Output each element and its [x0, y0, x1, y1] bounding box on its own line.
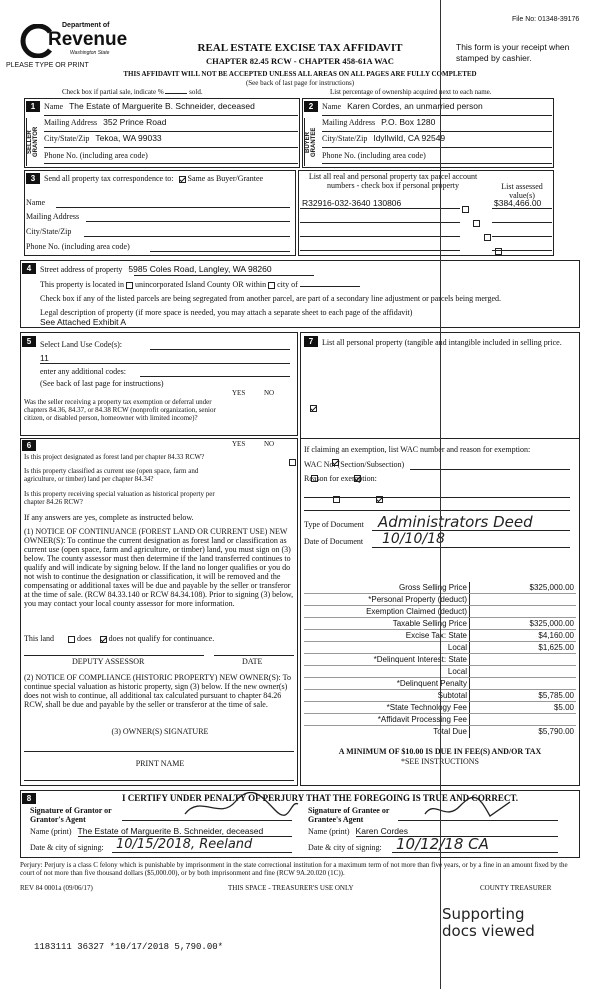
receipt-note: This form is your receipt when stamped by cashier.: [456, 42, 570, 63]
this-land-label: This land: [24, 634, 54, 643]
seller-name-label: Name: [44, 102, 64, 111]
price-row-value[interactable]: $4,160.00: [538, 631, 574, 640]
grantor-printed-name[interactable]: The Estate of Marguerite B. Schneider, deceased: [77, 826, 264, 836]
county-treasurer-label: COUNTY TREASURER: [480, 884, 552, 892]
doc-date-value[interactable]: 10/10/18: [382, 531, 445, 547]
location-row: [40, 280, 360, 289]
minimum-fee-note: A MINIMUM OF $10.00 IS DUE IN FEE(S) AND/OR TAX: [338, 747, 542, 756]
corr-city-field[interactable]: [84, 236, 290, 237]
price-row-label: *State Technology Fee: [304, 702, 470, 713]
sec6-no-header: NO: [264, 440, 275, 448]
price-row-value[interactable]: $325,000.00: [529, 619, 574, 628]
assessed-header: List assessed value(s): [501, 182, 543, 200]
certify-statement: I CERTIFY UNDER PENALTY OF PERJURY THAT THE FOREGOING IS TRUE AND CORRECT.: [121, 793, 518, 803]
grantor-name-row: [30, 827, 263, 836]
grantee-name-row: [308, 827, 408, 836]
see-instructions: *SEE INSTRUCTIONS: [400, 757, 479, 766]
price-row-label: *Personal Property (deduct): [304, 594, 470, 605]
price-row-label: Gross Selling Price: [304, 582, 470, 593]
deputy-date-line[interactable]: [214, 655, 294, 656]
forest-yes-checkbox[interactable]: [289, 459, 296, 466]
seller-phone-label: Phone No. (including area code): [44, 151, 148, 160]
price-row-value[interactable]: $1,625.00: [538, 643, 574, 652]
price-row-value[interactable]: [470, 594, 576, 605]
price-row-label: *Delinquent Interest: State: [304, 654, 470, 665]
section-4-badge: 4: [22, 263, 36, 274]
sec5-yes-header: YES: [232, 389, 246, 397]
price-row-label: Total Due: [304, 726, 470, 738]
buyer-city-label: City/State/Zip: [322, 134, 368, 143]
partial-sale-pct-field[interactable]: [165, 93, 187, 94]
buyer-address-label: Mailing Address: [322, 118, 376, 127]
partial-sale-label: Check box if partial sale, indicate %: [62, 88, 164, 96]
same-as-buyer-checkbox[interactable]: [179, 176, 186, 183]
section-2-badge: 2: [304, 101, 318, 112]
personal-property-label: List all personal property (tangible and intangible included in selling price.: [322, 338, 562, 347]
price-row-label: Taxable Selling Price: [304, 618, 470, 629]
deputy-assessor-label: DEPUTY ASSESSOR: [72, 657, 145, 666]
corr-name-field[interactable]: [56, 207, 290, 208]
revenue-logo: [20, 18, 130, 64]
fold-line: [440, 0, 441, 989]
buyer-address[interactable]: P.O. Box 1280: [381, 117, 436, 127]
if-yes-note: If any answers are yes, complete as instructed below.: [24, 513, 194, 522]
doc-type-label: Type of Document: [304, 520, 364, 529]
section-3-badge: 3: [26, 173, 40, 184]
agency-state: Washington State: [70, 50, 110, 56]
buyer-name[interactable]: Karen Cordes, an unmarried person: [347, 101, 483, 111]
corr-city-label: City/State/Zip: [26, 227, 72, 236]
exemption-claim-label: If claiming an exemption, list WAC number and reason for exemption:: [304, 445, 531, 454]
unincorporated-checkbox[interactable]: [126, 282, 133, 289]
buyer-phone-label: Phone No. (including area code): [322, 151, 426, 160]
legal-desc-label: Legal description of property (if more space is needed, you may attach a separate sheet to each page of the affidavit): [40, 308, 413, 317]
continuance-notice: (1) NOTICE OF CONTINUANCE (FOREST LAND OR CURRENT USE) NEW OWNER(S): To continue the current designation as forest land or classification as current use (open space, farm and agriculture, or timber) land, you must sign on (3) below. The county assessor must then determine if the land transferred continues to qualify and will indicate by signing below. If the land no longer qualifies or you do not wish to continue the designation or classification, it will be removed and the compensating or additional taxes will be due and payable by the seller or transferor at the time of sale. (RCW 84.33.140 or RCW 84.34.108). Prior to signing (3) below, you may contact your local county assessor for more information.: [24, 527, 294, 608]
partial-sale-row: [62, 88, 203, 96]
grantee-printed-name[interactable]: Karen Cordes: [355, 826, 408, 836]
form-subtitle: CHAPTER 82.45 RCW - CHAPTER 458-61A WAC: [206, 56, 394, 66]
corr-name-label: Name: [26, 198, 46, 207]
see-back-note: (See back of last page for instructions): [245, 79, 355, 87]
seller-name-row: [44, 102, 298, 111]
parcel-number[interactable]: R32916-032-3640 130806: [302, 198, 402, 208]
seller-city-label: City/State/Zip: [44, 134, 90, 143]
wac-field[interactable]: [410, 469, 570, 470]
seller-city-row: [44, 134, 162, 143]
doc-type-value[interactable]: Administrators Deed: [378, 513, 533, 531]
section-1-badge: 1: [26, 101, 40, 112]
street-label: Street address of property: [40, 265, 123, 274]
historic-question: Is this property receiving special valuation as historical property per chapter 84.26 RCW?: [24, 490, 215, 506]
additional-codes-field[interactable]: [140, 376, 290, 377]
additional-codes-label: enter any additional codes:: [40, 367, 126, 376]
exemption-question: Was the seller receiving a property tax exemption or deferral under chapters 84.36, 84.37, or 84.38 RCW (nonprofit organization, senior citizen, or disabled person, homeowner with limited income)?: [24, 398, 216, 422]
price-row-value[interactable]: $5,790.00: [538, 727, 574, 736]
deputy-signature-line[interactable]: [24, 655, 204, 656]
section-8-badge: 8: [22, 793, 36, 804]
send-correspondence-label: Send all property tax correspondence to:: [44, 174, 174, 183]
please-type: PLEASE TYPE OR PRINT: [6, 62, 89, 69]
legal-desc-value[interactable]: See Attached Exhibit A: [40, 317, 127, 327]
section-7-badge: 7: [304, 336, 318, 347]
price-row-label: *Affidavit Processing Fee: [304, 714, 470, 725]
seller-side-label: SELLER GRANTOR: [26, 118, 38, 166]
historic-notice: (2) NOTICE OF COMPLIANCE (HISTORIC PROPERTY) NEW OWNER(S): To continue special valuation as historic property, sign (3) below. If the new owner(s) does not wish to continue, all additional tax calculated pursuant to chapter 84.26 RCW, shall be due and payable by the seller or transferor at the time of sale.: [24, 673, 291, 709]
wac-label: WAC No. (Section/Subsection): [304, 460, 405, 469]
seller-name[interactable]: The Estate of Marguerite B. Schneider, deceased: [69, 101, 255, 111]
parcel-list-header: List all real and personal property tax parcel account numbers - check box if personal property: [308, 172, 478, 190]
buyer-city-row: [322, 134, 445, 143]
warning-banner: THIS AFFIDAVIT WILL NOT BE ACCEPTED UNLESS ALL AREAS ON ALL PAGES ARE FULLY COMPLETED: [123, 70, 477, 78]
current-use-question: Is this property classified as current use (open space, farm and agriculture, or timber) land per chapter 84.34?: [24, 467, 199, 483]
seller-address-row: [44, 118, 166, 127]
same-as-buyer-label: Same as Buyer/Grantee: [187, 174, 264, 183]
supporting-docs-stamp: [442, 906, 535, 940]
does-checkbox[interactable]: [68, 636, 75, 643]
seller-city[interactable]: Tekoa, WA 99033: [95, 133, 162, 143]
city-of-field[interactable]: [300, 286, 360, 287]
price-row-value[interactable]: [470, 666, 576, 677]
personal-property-checkbox-2[interactable]: [473, 220, 480, 227]
perjury-notice: Perjury: Perjury is a class C felony which is punishable by imprisonment in the state correctional institution for a maximum term of not more than five years, or by a fine in an amount fixed by the court of not more than five thousand dollars ($5,000.00), or by both imprisonment and fine (RCW 9A.20.020 (1C)).: [20, 861, 568, 877]
street-row: [40, 265, 272, 274]
grantor-signature-scribble: [180, 792, 300, 822]
does-not-label: does not: [108, 634, 136, 643]
forest-question: Is this project designated as forest land per chapter 84.33 RCW?: [24, 453, 205, 461]
grantor-name-label: Name (print): [30, 827, 72, 836]
does-label: does: [77, 634, 92, 643]
personal-property-checkbox-1[interactable]: [462, 206, 469, 213]
sec6-yes-header: YES: [232, 440, 246, 448]
personal-property-checkbox-3[interactable]: [484, 234, 491, 241]
corr-phone-field[interactable]: [150, 251, 290, 252]
price-row-value[interactable]: [470, 714, 576, 725]
grantee-date-label: Date & city of signing:: [308, 843, 382, 852]
buyer-city[interactable]: Idyllwild, CA 92549: [373, 133, 446, 143]
price-row-label: *Delinquent Penalty: [304, 678, 470, 689]
sold-label: sold.: [189, 88, 203, 96]
section-6-badge: 6: [22, 440, 36, 451]
buyer-side-label: BUYER GRANTEE: [304, 118, 316, 166]
price-row-label: Local: [304, 642, 470, 653]
land-use-see-back: (See back of last page for instructions): [40, 379, 164, 388]
buyer-address-row: [322, 118, 435, 127]
price-row-label: Subtotal: [304, 690, 470, 701]
buyer-name-row: [322, 102, 483, 111]
form-title: REAL ESTATE EXCISE TAX AFFIDAVIT: [197, 42, 403, 54]
price-row-label: Excise Tax: State: [304, 630, 470, 641]
corr-address-label: Mailing Address: [26, 212, 80, 221]
price-row-value[interactable]: [470, 654, 576, 665]
send-correspondence-row: [44, 174, 263, 183]
stamp-line-2: docs viewed: [442, 922, 535, 940]
unincorporated-label: unincorporated Island County OR within: [134, 280, 267, 289]
price-row-label: Local: [304, 666, 470, 677]
segregated-label: Check box if any of the listed parcels are being segregated from another parcel, are part of a secondary line adjustment or parcels being merged.: [40, 294, 501, 303]
seller-address-label: Mailing Address: [44, 118, 98, 127]
owner-signature-label: (3) OWNER(S) SIGNATURE: [111, 727, 209, 736]
city-of-checkbox[interactable]: [268, 282, 275, 289]
grantee-signature-scribble: [420, 794, 520, 824]
personal-property-checkbox-4[interactable]: [495, 248, 502, 255]
corr-address-field[interactable]: [86, 221, 290, 222]
seller-address[interactable]: 352 Prince Road: [103, 117, 167, 127]
land-use-code[interactable]: 11: [40, 353, 49, 363]
ownership-note: List percentage of ownership acquired next to each name.: [330, 88, 492, 96]
owner-signature-line[interactable]: [24, 751, 294, 752]
cashier-receipt-line: 1183111 36327 *10/17/2018 5,790.00*: [34, 942, 224, 952]
price-row-value[interactable]: $5,785.00: [538, 691, 574, 700]
price-row-label: Exemption Claimed (deduct): [304, 606, 470, 617]
form-revision: REV 84 0001a (09/06/17): [20, 884, 93, 892]
corr-phone-label: Phone No. (including area code): [26, 242, 130, 251]
agency-name: Revenue: [48, 29, 128, 50]
grantor-date-city[interactable]: 10/15/2018, Reeland: [116, 837, 253, 852]
deputy-date-label: DATE: [242, 657, 263, 666]
file-number: File No: 01348-39176: [512, 16, 580, 23]
price-row-value[interactable]: $5.00: [553, 703, 574, 712]
price-row-value[interactable]: [470, 678, 576, 689]
price-row-value[interactable]: $325,000.00: [529, 583, 574, 592]
price-row-value[interactable]: [470, 606, 576, 617]
land-use-label: Select Land Use Code(s):: [40, 340, 122, 349]
sec5-no-header: NO: [264, 389, 275, 397]
city-of-label: city of: [277, 280, 298, 289]
located-label: This property is located in: [40, 280, 124, 289]
doc-date-label: Date of Document: [304, 537, 364, 546]
continuance-row: [24, 634, 214, 643]
grantee-signature-label: Signature of Grantee or Grantee's Agent: [308, 806, 390, 824]
reason-label: Reason for exemption:: [304, 474, 377, 483]
assessed-value[interactable]: $384,466.00: [494, 198, 542, 208]
street-address[interactable]: 5985 Coles Road, Langley, WA 98260: [128, 264, 272, 274]
stamp-line-1: Supporting: [442, 905, 525, 923]
grantee-name-label: Name (print): [308, 827, 350, 836]
grantor-date-label: Date & city of signing:: [30, 843, 104, 852]
grantor-signature-label: Signature of Grantor or Grantor's Agent: [30, 806, 112, 824]
agency-dept: Department of: [62, 22, 110, 29]
treasurer-use-label: THIS SPACE - TREASURER'S USE ONLY: [228, 884, 354, 892]
section-5-badge: 5: [22, 336, 36, 347]
print-name-label: PRINT NAME: [135, 759, 185, 768]
qualify-label: qualify for continuance.: [137, 634, 215, 643]
does-not-checkbox[interactable]: [100, 636, 107, 643]
grantee-date-city[interactable]: 10/12/18 CA: [396, 835, 489, 853]
buyer-name-label: Name: [322, 102, 342, 111]
print-name-line[interactable]: [24, 780, 294, 781]
